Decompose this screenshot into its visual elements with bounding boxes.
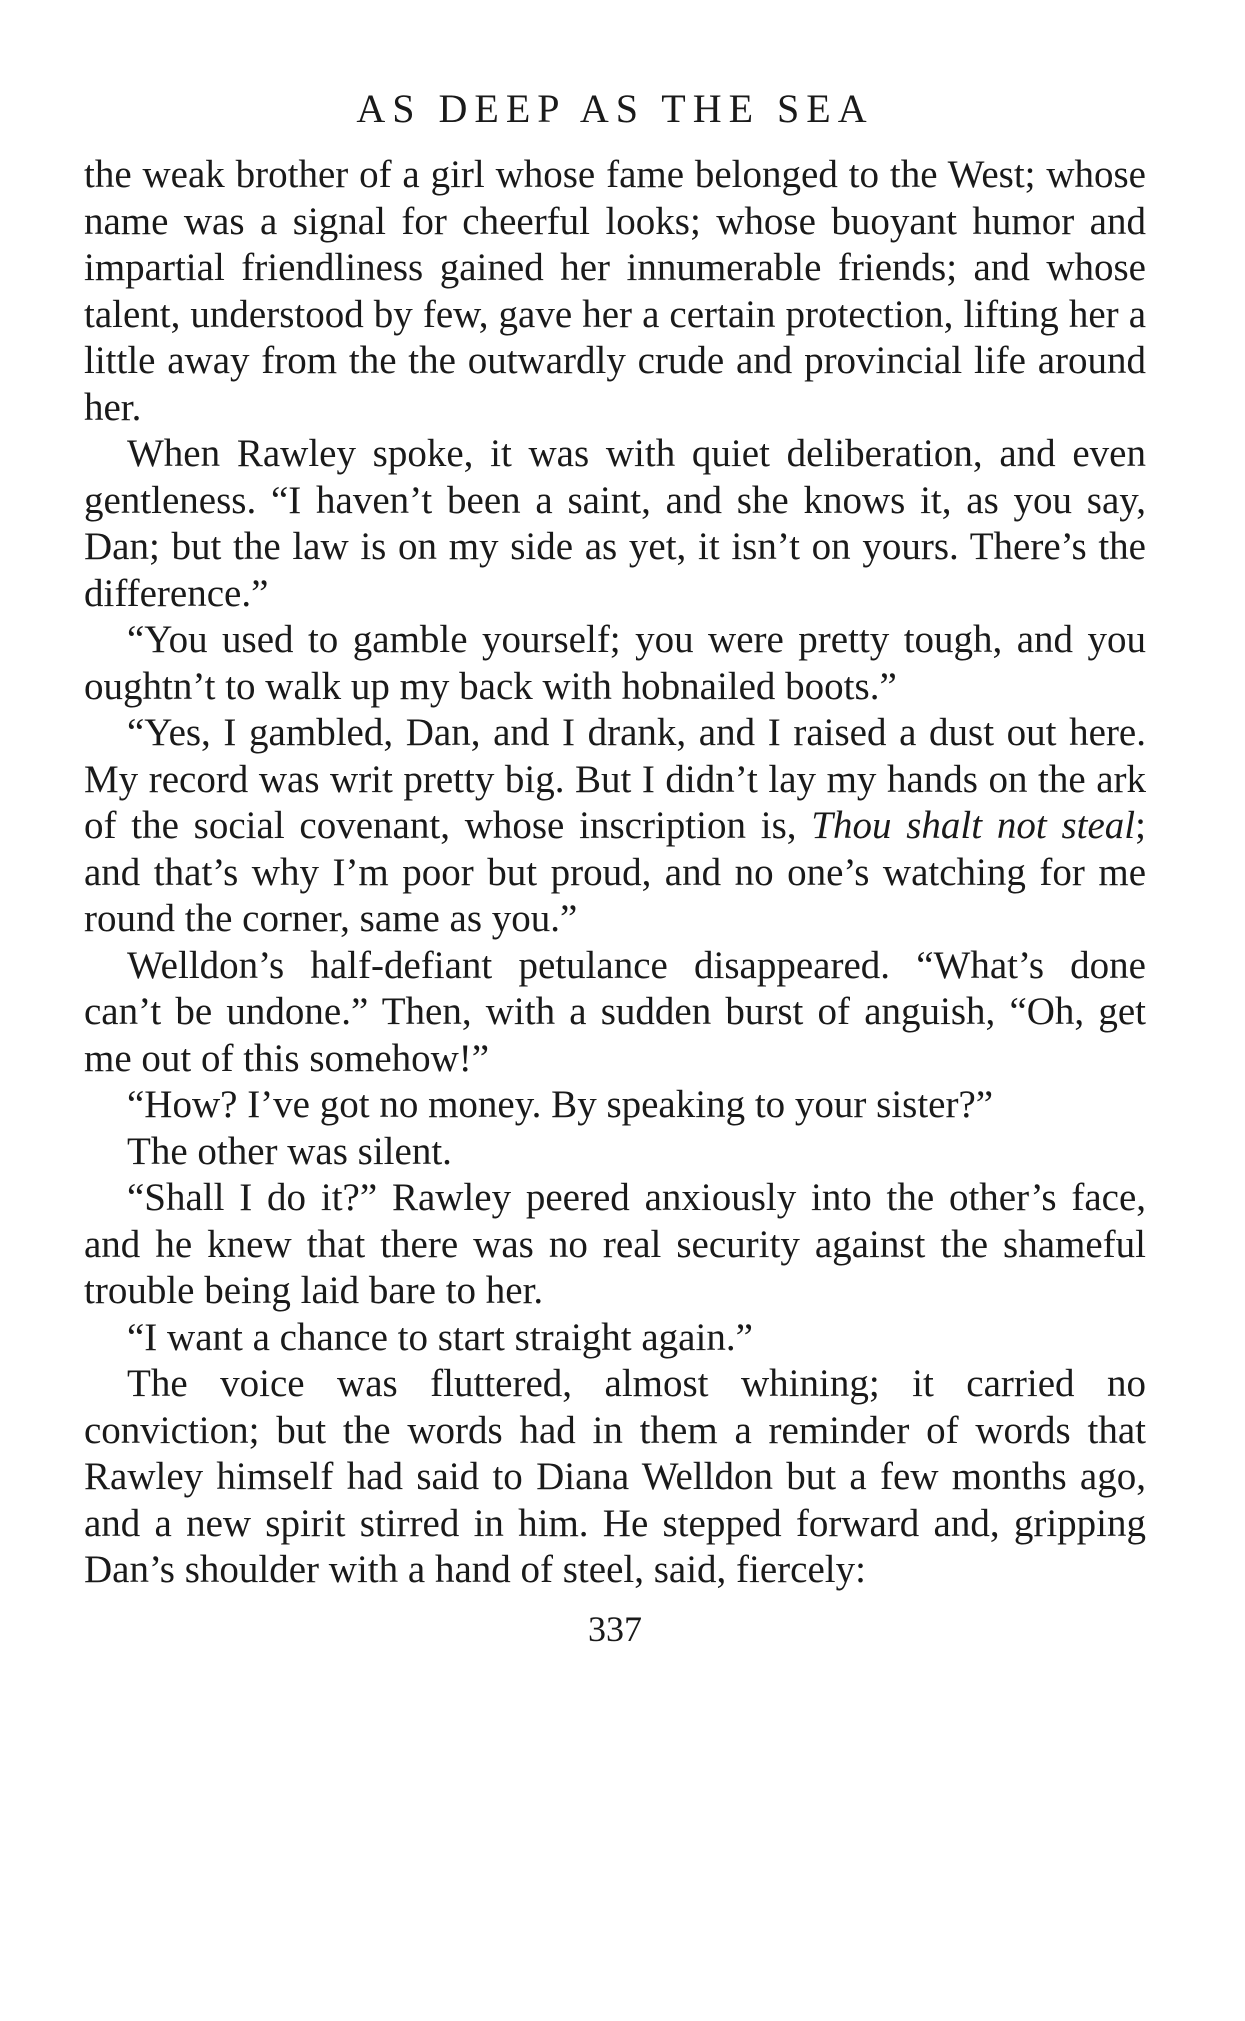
paragraph-2: When Rawley spoke, it was with quiet deliberation, and even gentleness. “I haven’t been a saint, and she knows it, as you say, Dan; but the law is on my side as yet, it isn’t on yours. There’s the difference.” xyxy=(84,432,1146,615)
paragraph-8: “Shall I do it?” Rawley peered anxiously into the other’s face, and he knew that there was no real security against the shameful trouble being laid bare to her. xyxy=(84,1176,1146,1312)
paragraph-4-before: “Yes, I gambled, Dan, and I drank, and I raised a dust out here. My record was writ pretty big. But I didn’t lay my hands on the ark of the social covenant, whose inscription is, xyxy=(84,711,1146,847)
paragraph-3: “You used to gamble yourself; you were pretty tough, and you oughtn’t to walk up my back with hobnailed boots.” xyxy=(84,618,1146,708)
paragraph-4 xyxy=(84,710,1146,943)
running-head: AS DEEP AS THE SEA xyxy=(356,86,874,131)
paragraph-4-after: ; and that’s why I’m poor but proud, and no one’s watching for me round the corner, same as you.” xyxy=(84,804,1146,940)
book-page xyxy=(84,86,1146,1650)
paragraph-1: the weak brother of a girl whose fame belonged to the West; whose name was a signal for cheerful looks; whose buoyant humor and impartial friendliness gained her innumerable friends; and whose talent, understood by few, gave her a certain protection, lifting her a little away from the the outwardly crude and provincial life around her. xyxy=(84,153,1146,429)
paragraph-9: “I want a chance to start straight again.” xyxy=(127,1315,753,1359)
body-text xyxy=(84,152,1146,1594)
paragraph-6: “How? I’ve got no money. By speaking to your sister?” xyxy=(127,1083,994,1126)
page-number: 337 xyxy=(588,1608,642,1649)
italic-quote: Thou shalt not steal xyxy=(811,804,1136,847)
paragraph-10: The voice was fluttered, almost whining; it carried no conviction; but the words had in them a reminder of words that Rawley himself had said to Diana Welldon but a few months ago, and a new spirit stirred in him. He stepped forward and, gripping Dan’s shoulder with a hand of steel, said, fiercely: xyxy=(84,1362,1146,1591)
paragraph-7: The other was silent. xyxy=(127,1129,452,1173)
paragraph-5: Welldon’s half-defiant petulance disappeared. “What’s done can’t be undone.” Then, with a sudden burst of anguish, “Oh, get me out of this somehow!” xyxy=(84,943,1146,1080)
